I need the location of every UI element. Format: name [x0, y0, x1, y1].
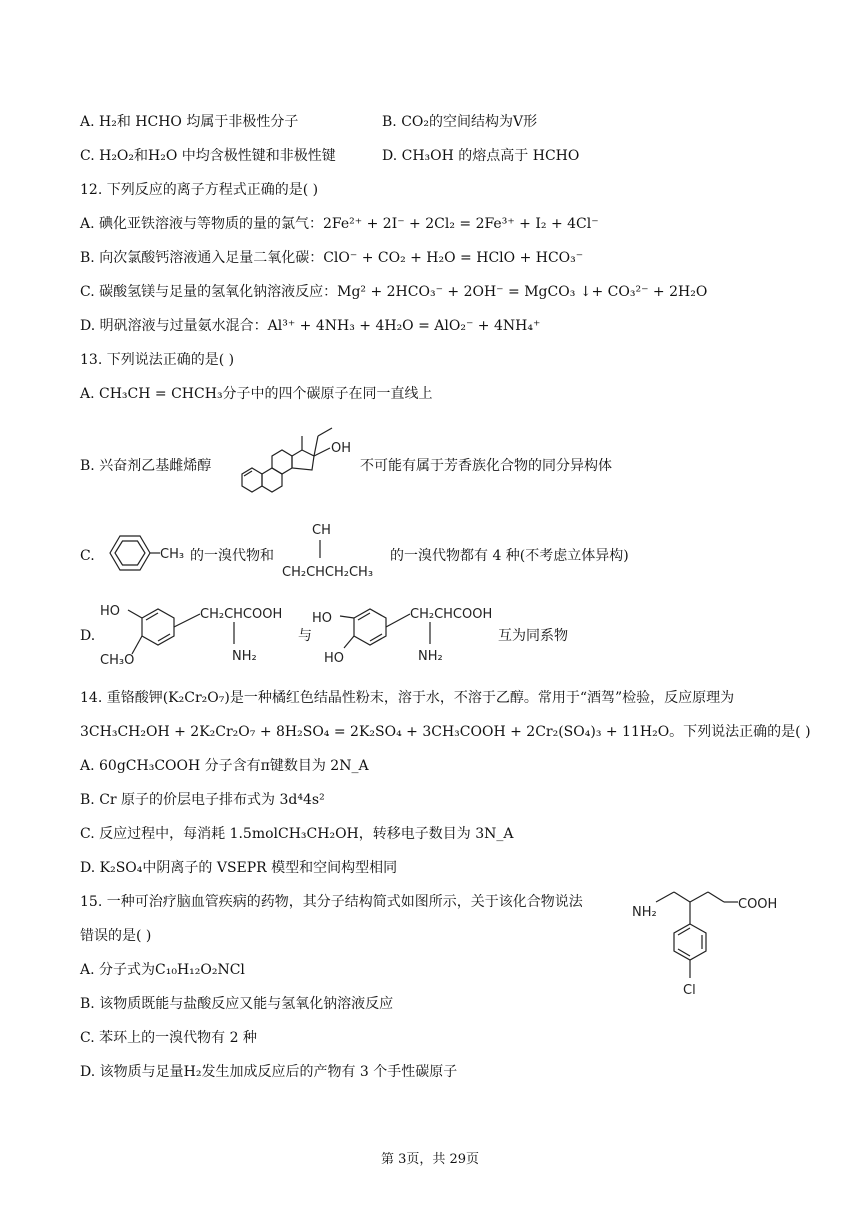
q15-option-c: C. 苯环上的一溴代物有 2 种	[80, 1030, 257, 1046]
baclofen-cooh-label: COOH	[738, 897, 778, 912]
q13-option-b-prefix: B. 兴奋剂乙基雌烯醇	[80, 458, 212, 474]
q12-option-b: B. 向次氯酸钙溶液通入足量二氧化碳：ClO⁻ + CO₂ + H₂O = HClO + HCO₃⁻	[80, 250, 584, 266]
methoxy-tyrosine-structure	[98, 596, 298, 672]
q13-option-c-prefix: C.	[80, 548, 95, 564]
q13-option-c-mid: 的一溴代物和	[190, 548, 274, 564]
q11-option-b: B. CO₂的空间结构为V形	[382, 114, 538, 130]
d2-ho-top-label: HO	[312, 611, 333, 626]
q13-option-d-prefix: D.	[80, 628, 96, 644]
q13-stem: 13. 下列说法正确的是( )	[80, 352, 235, 368]
q13-option-c-suffix: 的一溴代物都有 4 种(不考虑立体异构)	[390, 548, 629, 564]
q15-stem-line2: 错误的是( )	[80, 928, 152, 944]
q15-option-b: B. 该物质既能与盐酸反应又能与氢氧化钠溶液反应	[80, 996, 394, 1012]
d2-nh2-label: NH₂	[418, 649, 443, 664]
q12-option-c: C. 碳酸氢镁与足量的氢氧化钠溶液反应：Mg² + 2HCO₃⁻ + 2OH⁻ = MgCO₃ ↓+ CO₃²⁻ + 2H₂O	[80, 284, 708, 300]
q14-option-d: D. K₂SO₄中阴离子的 VSEPR 模型和空间构型相同	[80, 860, 398, 876]
branched-alkane-structure	[280, 518, 392, 588]
q12-stem: 12. 下列反应的离子方程式正确的是( )	[80, 182, 319, 198]
q15-option-d: D. 该物质与足量H₂发生加成反应后的产物有 3 个手性碳原子	[80, 1064, 458, 1080]
q15-option-a: A. 分子式为C₁₀H₁₂O₂NCl	[80, 962, 245, 978]
baclofen-nh2-label: NH₂	[632, 905, 657, 920]
baclofen-cl-label: Cl	[683, 983, 696, 998]
q11-option-d: D. CH₃OH 的熔点高于 HCHO	[382, 148, 580, 164]
q12-option-d: D. 明矾溶液与过量氨水混合：Al³⁺ + 4NH₃ + 4H₂O = AlO₂⁻ + 4NH₄⁺	[80, 318, 541, 334]
page-footer: 第 3页，共 29页	[380, 1152, 480, 1167]
baclofen-structure	[628, 880, 788, 1026]
toluene-ch3-label: CH₃	[160, 547, 185, 562]
d2-chain-label: CH₂CHCOOH	[410, 607, 493, 622]
q15-stem-line1: 15. 一种可治疗脑血管疾病的药物，其分子结构简式如图所示，关于该化合物说法	[80, 894, 583, 910]
q14-option-c: C. 反应过程中，每消耗 1.5molCH₃CH₂OH，转移电子数目为 3N_A	[80, 826, 514, 842]
steroid-structure	[222, 412, 360, 512]
d1-chain-label: CH₂CHCOOH	[200, 607, 283, 622]
q11-option-a: A. H₂和 HCHO 均属于非极性分子	[80, 114, 299, 130]
dopa-structure	[310, 596, 500, 672]
q12-option-a: A. 碘化亚铁溶液与等物质的量的氯气：2Fe²⁺ + 2I⁻ + 2Cl₂ = 2Fe³⁺ + I₂ + 4Cl⁻	[80, 216, 599, 232]
alkane-chain-label: CH₂CHCH₂CH₃	[282, 565, 374, 580]
q11-option-c: C. H₂O₂和H₂O 中均含极性键和非极性键	[80, 148, 336, 164]
q13-option-a: A. CH₃CH = CHCH₃分子中的四个碳原子在同一直线上	[80, 386, 433, 402]
toluene-structure	[102, 528, 194, 582]
q13-option-b-suffix: 不可能有属于芳香族化合物的同分异构体	[360, 458, 612, 474]
d1-ch3o-label: CH₃O	[100, 653, 135, 668]
q13-option-d-mid: 与	[298, 628, 312, 644]
alkane-ch-label: CH	[312, 523, 331, 538]
d1-nh2-label: NH₂	[232, 649, 257, 664]
q14-option-a: A. 60gCH₃COOH 分子含有π键数目为 2N_A	[80, 758, 369, 774]
steroid-oh-label: OH	[331, 441, 352, 456]
q14-stem-line2: 3CH₃CH₂OH + 2K₂Cr₂O₇ + 8H₂SO₄ = 2K₂SO₄ + 3CH₃COOH + 2Cr₂(SO₄)₃ + 11H₂O。下列说法正确的是( )	[80, 724, 811, 740]
q14-option-b: B. Cr 原子的价层电子排布式为 3d⁴4s²	[80, 792, 325, 808]
q13-option-d-suffix: 互为同系物	[498, 628, 568, 644]
d1-ho-label: HO	[100, 604, 121, 619]
q14-stem-line1: 14. 重铬酸钾(K₂Cr₂O₇)是一种橘红色结晶性粉末，溶于水，不溶于乙醇。常用于“酒驾”检验，反应原理为	[80, 690, 735, 706]
d2-ho-bottom-label: HO	[324, 651, 345, 666]
